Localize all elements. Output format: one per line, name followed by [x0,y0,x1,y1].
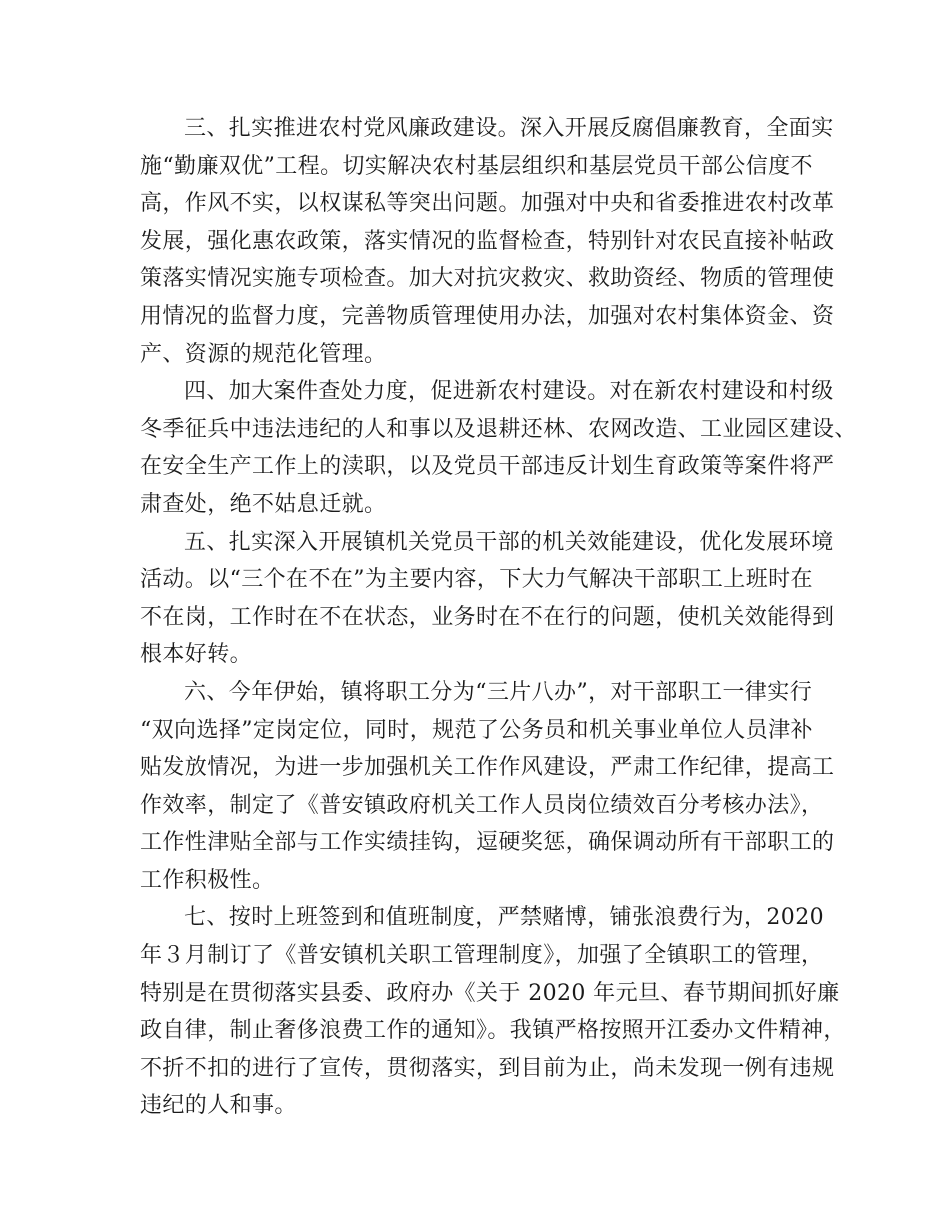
text-line: 年３月制订了《普安镇机关职工管理制度》，加强了全镇职工的管理， [140,943,824,969]
text-line: 不在岗，工作时在不在状态，业务时在不在行的问题，使机关效能得到 [140,604,835,630]
text-line: 策落实情况实施专项检查。加大对抗灾救灾、救助资经、物质的管理使 [140,266,835,292]
text-line: 六、今年伊始，镇将职工分为“三片八办”，对干部职工一律实行 [184,679,813,705]
text-line: 高，作风不实，以权谋私等突出问题。加强对中央和省委推进农村改革 [140,191,835,217]
text-line: “双向选择”定岗定位，同时，规范了公务员和机关事业单位人员津补 [140,717,813,743]
text-line: 冬季征兵中违法违纪的人和事以及退耕还林、农网改造、工业园区建设、 [140,416,857,442]
text-line: 贴发放情况，为进一步加强机关工作作风建设，严肃工作纪律，提高工 [140,755,835,781]
text-line: 四、加大案件查处力度，促进新农村建设。对在新农村建设和村级 [184,379,834,405]
text-line: 根本好转。 [140,642,253,668]
text-line: 作效率，制定了《普安镇政府机关工作人员岗位绩效百分考核办法》， [140,792,824,818]
text-line: 五、扎实深入开展镇机关党员干部的机关效能建设，优化发展环境 [184,529,834,555]
text-line: 不折不扣的进行了宣传，贯彻落实，到目前为止，尚未发现一例有违规 [140,1055,835,1081]
text-line: 七、按时上班签到和值班制度，严禁赌博，铺张浪费行为，2020 [184,905,824,931]
text-line: 在安全生产工作上的渎职，以及党员干部违反计划生育政策等案件将严 [140,454,835,480]
text-line: 产、资源的规范化管理。 [140,341,387,367]
paragraph-3 [140,110,835,373]
text-line: 活动。以“三个在不在”为主要内容，下大力气解决干部职工上班时在 [140,567,813,593]
text-line: 政自律，制止奢侈浪费工作的通知》。我镇严格按照开江委办文件精神， [140,1018,846,1044]
text-line: 特别是在贯彻落实县委、政府办《关于 2020 年元旦、春节期间抓好廉 [140,980,840,1006]
paragraph-7 [140,899,846,1125]
text-line: 违纪的人和事。 [140,1093,297,1119]
text-line: 三、扎实推进农村党风廉政建设。深入开展反腐倡廉教育，全面实 [184,116,834,141]
paragraph-4 [140,373,857,523]
text-line: 工作性津贴全部与工作实绩挂钩，逗硬奖惩，确保调动所有干部职工的 [140,830,835,856]
paragraph-5 [140,524,835,674]
document-body [140,110,857,1125]
text-line: 肃查处，绝不姑息迁就。 [140,491,387,517]
paragraph-6 [140,674,835,900]
text-line: 施“勤廉双优”工程。切实解决农村基层组织和基层党员干部公信度不 [140,153,813,179]
text-line: 用情况的监督力度，完善物质管理使用办法，加强对农村集体资金、资 [140,303,835,329]
text-line: 工作积极性。 [140,867,275,893]
text-line: 发展，强化惠农政策，落实情况的监督检查，特别针对农民直接补帖政 [140,228,835,254]
